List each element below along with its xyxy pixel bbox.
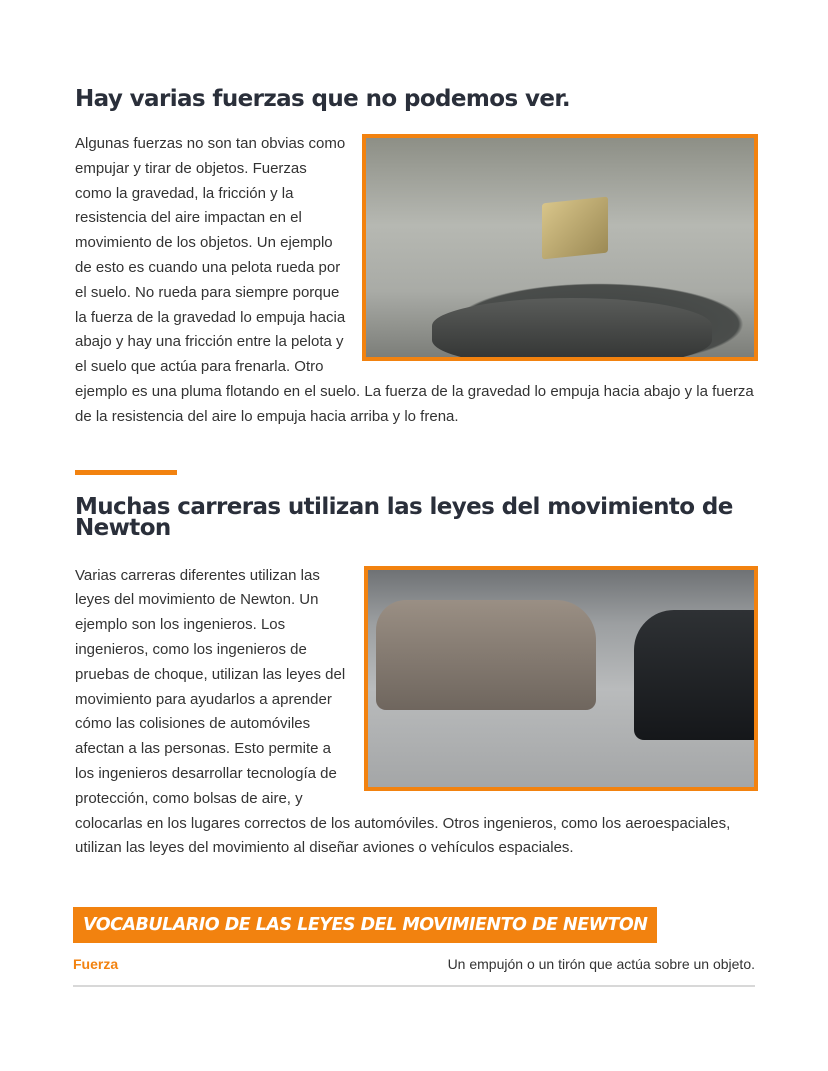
levitating-magnet-image: [362, 134, 758, 361]
section-body-careers: Varias carreras diferentes utilizan las leyes del movimiento de Newton. Un ejemplo son los ingenieros. Los ingenieros, como los ingenieros de pruebas de choque, utilizan las leyes del movimiento para ayudarlos a aprender cómo las colisiones de automóviles afectan a las personas. Esto permite a los ingenieros desarrollar tecnología de protección, como bolsas de aire, y colocarlas en los lugares correctos de los automóviles. Otros ingenieros, como los aeroespaciales, utilizan las leyes del movimiento al diseñar aviones o vehículos espaciales.: [75, 566, 731, 857]
section-divider: [75, 470, 177, 475]
vocabulary-row: [73, 943, 755, 987]
vocabulary-definition: Un empujón o un tirón que actúa sobre un objeto.: [447, 956, 755, 973]
magnet-cube: [542, 197, 608, 260]
section-title-forces: Hay varias fuerzas que no podemos ver.: [75, 86, 570, 112]
crashed-sedan: [376, 600, 596, 710]
magnet-disc: [432, 298, 712, 361]
section-title-careers: Muchas carreras utilizan las leyes del movimiento de Newton: [75, 493, 733, 541]
vocabulary-title: VOCABULARIO DE LAS LEYES DEL MOVIMIENTO DE NEWTON: [73, 907, 657, 943]
vocabulary-term: Fuerza: [73, 956, 119, 973]
document-content: [75, 88, 755, 987]
car-crash-image: [364, 566, 758, 791]
section-body-forces: Algunas fuerzas no son tan obvias como empujar y tirar de objetos. Fuerzas como la gravedad, la fricción y la resistencia del aire impactan en el movimiento de los objetos. Un ejemplo de esto es cuando una pelota rueda por el suelo. No rueda para siempre porque la fuerza de la gravedad lo empuja hacia abajo y hay una fricción entre la pelota y el suelo que actúa para frenarla. Otro ejemplo es una pluma flotando en el suelo. La fuerza de la gravedad lo empuja hacia abajo y la fuerza de la resistencia del aire lo empuja hacia arriba y lo frena.: [75, 135, 754, 425]
crashed-suv: [634, 610, 758, 740]
